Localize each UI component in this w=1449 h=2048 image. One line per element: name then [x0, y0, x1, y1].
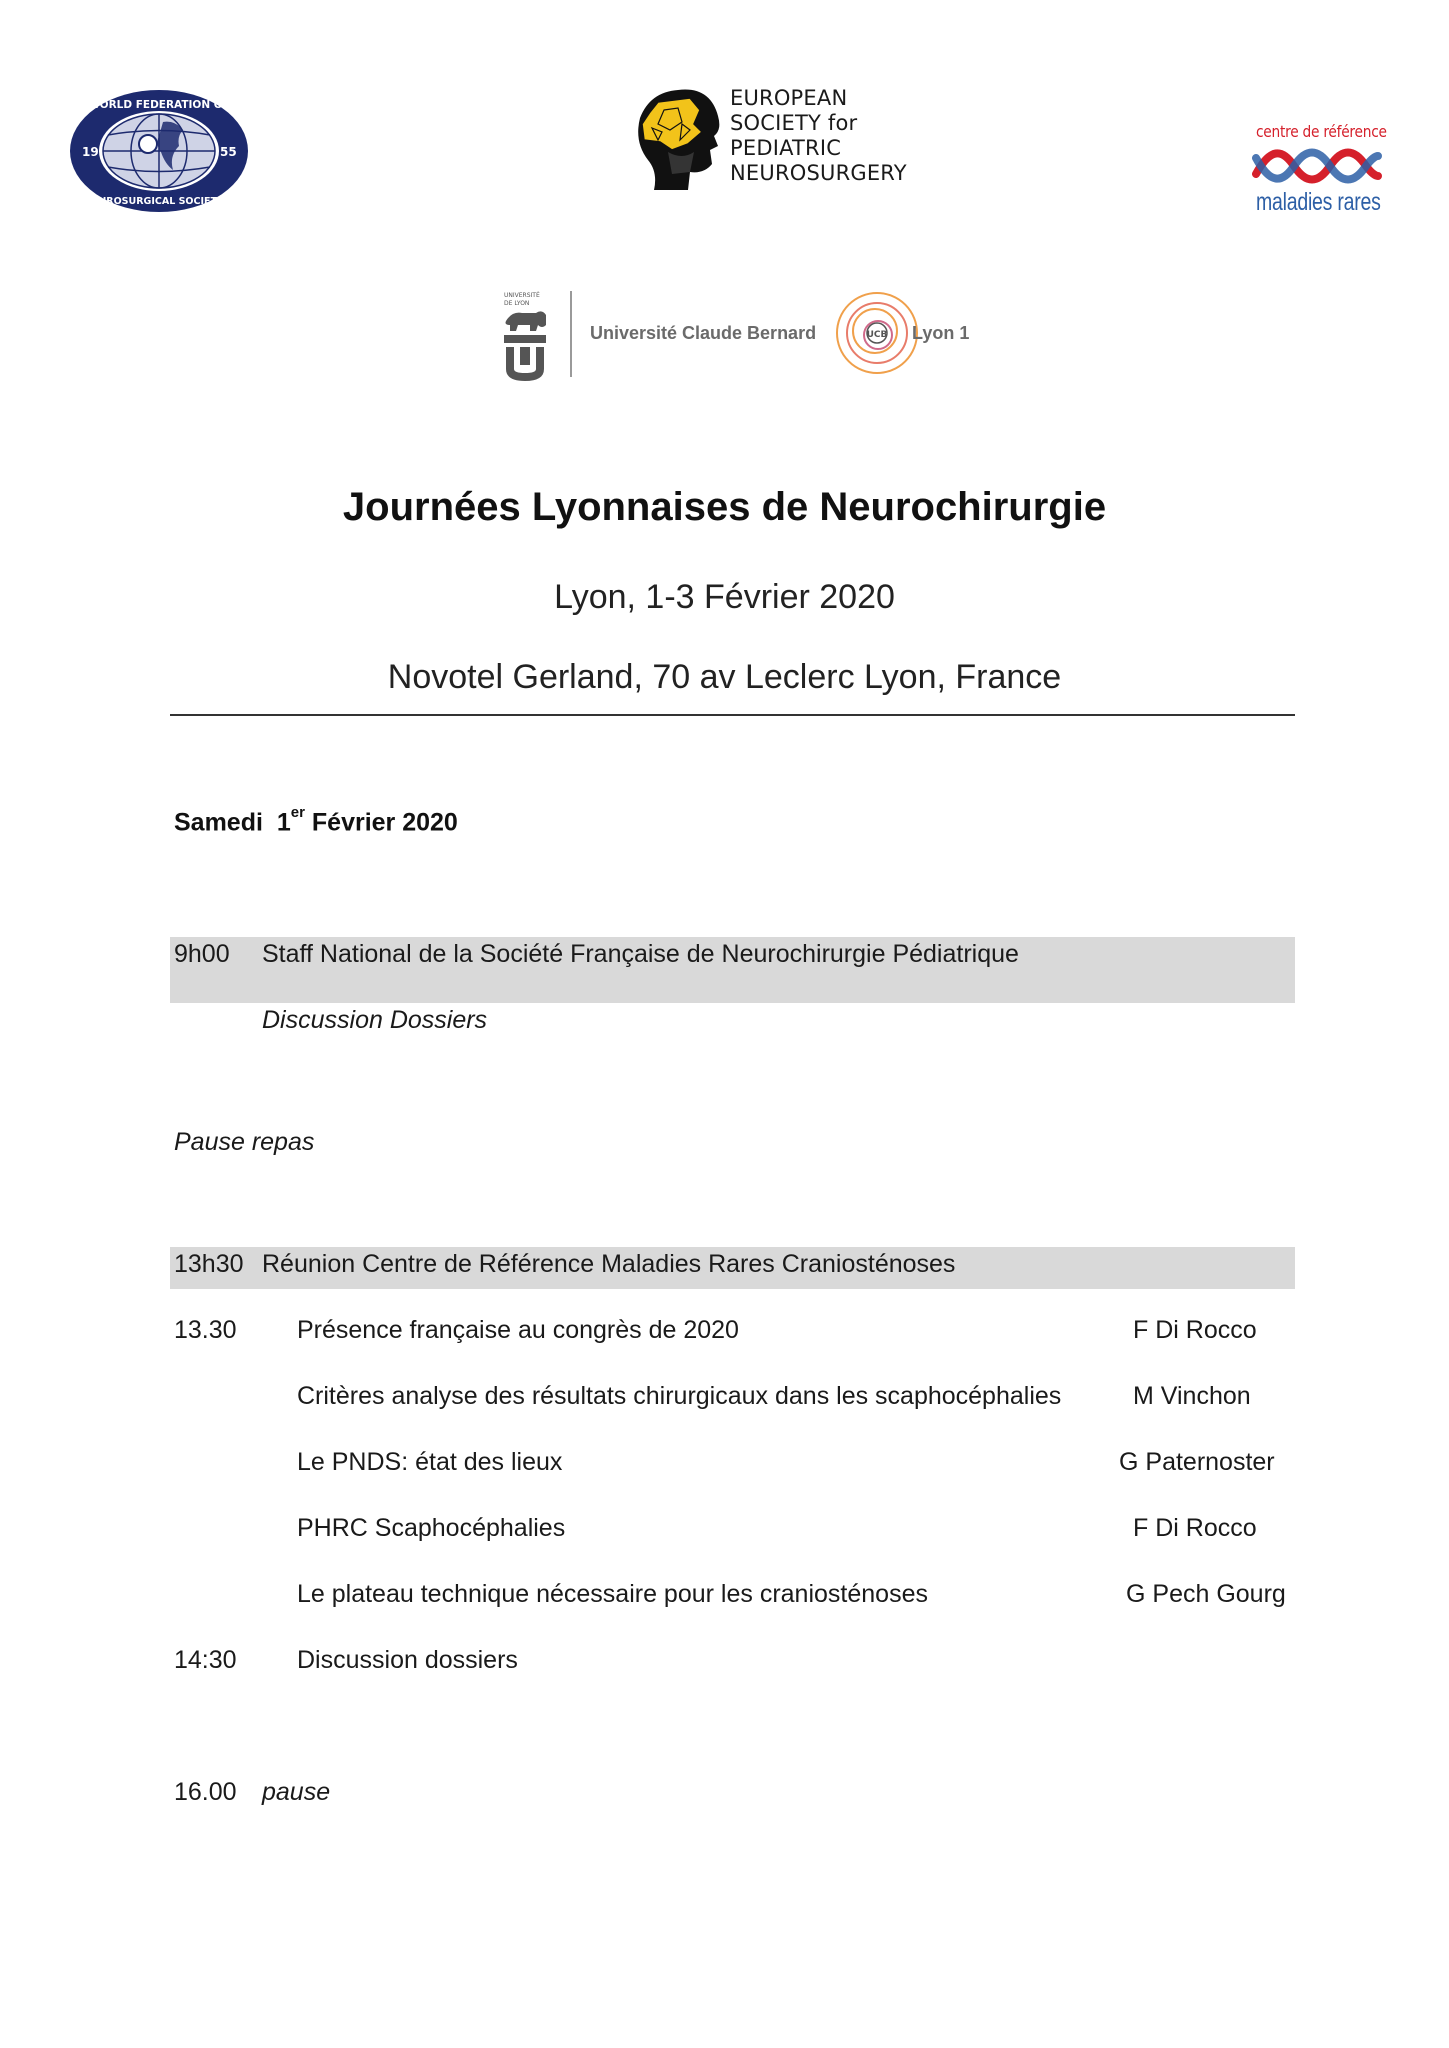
discussion-title: Discussion dossiers	[297, 1646, 518, 1674]
break-title: pause	[262, 1778, 331, 1806]
talk-2-title: Critères analyse des résultats chirurgicaux dans les scaphocéphalies	[297, 1382, 1062, 1410]
crmr-meeting-time: 13h30	[174, 1250, 244, 1278]
crmr-waves-icon	[1252, 146, 1382, 186]
talk-1-speaker: F Di Rocco	[1133, 1316, 1257, 1344]
crmr-meeting-title: Réunion Centre de Référence Maladies Rares Craniosténoses	[262, 1250, 956, 1278]
lunch-break: Pause repas	[174, 1128, 315, 1156]
header-divider	[170, 714, 1295, 716]
day-name: Samedi	[174, 808, 263, 837]
wfns-logo	[68, 88, 250, 214]
talk-5-speaker: G Pech Gourg	[1126, 1580, 1286, 1608]
ucbl-divider	[570, 291, 572, 377]
espn-line-1: EUROPEAN	[730, 86, 848, 110]
talk-3-speaker: G Paternoster	[1119, 1448, 1275, 1476]
wfns-year-right: 55	[220, 145, 237, 159]
espn-logo	[628, 80, 928, 195]
espn-line-4: NEUROSURGERY	[730, 161, 907, 185]
day-number: 1	[276, 808, 291, 837]
crmr-bottom-text: maladies rares	[1256, 188, 1381, 216]
espn-line-3: PEDIATRIC	[730, 136, 842, 160]
staff-time: 9h00	[174, 940, 230, 968]
espn-line-2: SOCIETY for	[730, 111, 858, 135]
talk-1-time: 13.30	[174, 1316, 237, 1344]
staff-title: Staff National de la Société Française de Neurochirurgie Pédiatrique	[262, 940, 1019, 968]
ucbl-logo	[502, 285, 982, 385]
day-month-year: Février 2020	[311, 808, 458, 837]
ucbl-seal-icon	[832, 285, 922, 385]
crmr-top-text: centre de référence	[1256, 122, 1387, 141]
event-dates: Lyon, 1-3 Février 2020	[554, 578, 895, 616]
talk-4-title: PHRC Scaphocéphalies	[297, 1514, 566, 1542]
day-number-suffix: er	[290, 804, 305, 821]
event-title: Journées Lyonnaises de Neurochirurgie	[342, 485, 1107, 529]
discussion-time: 14:30	[174, 1646, 237, 1674]
talk-5-title: Le plateau technique nécessaire pour les craniosténoses	[297, 1580, 928, 1608]
udl-small-bottom: DE LYON	[504, 300, 530, 307]
break-time: 16.00	[174, 1778, 237, 1806]
universite-de-lyon-lion-icon	[502, 285, 574, 385]
talk-2-speaker: M Vinchon	[1133, 1382, 1251, 1410]
talk-3-title: Le PNDS: état des lieux	[297, 1448, 563, 1476]
udl-small-top: UNIVERSITÉ	[504, 292, 540, 299]
staff-subtitle: Discussion Dossiers	[262, 1006, 488, 1034]
talk-1-title: Présence française au congrès de 2020	[297, 1316, 739, 1344]
ucbl-seal-text: UCB	[866, 330, 888, 340]
wfns-year-left: 19	[82, 145, 99, 159]
ucbl-name-text: Université Claude Bernard	[590, 323, 817, 343]
espn-name	[730, 86, 907, 186]
crmr-logo	[1240, 118, 1387, 218]
wfns-ring-top: WORLD FEDERATION OF	[88, 99, 230, 111]
day-heading	[174, 804, 458, 837]
wfns-ring-bottom: NEUROSURGICAL SOCIETIES	[84, 196, 234, 207]
talk-4-speaker: F Di Rocco	[1133, 1514, 1257, 1542]
event-venue: Novotel Gerland, 70 av Leclerc Lyon, France	[387, 658, 1062, 696]
ucbl-city-text: Lyon 1	[912, 323, 970, 343]
